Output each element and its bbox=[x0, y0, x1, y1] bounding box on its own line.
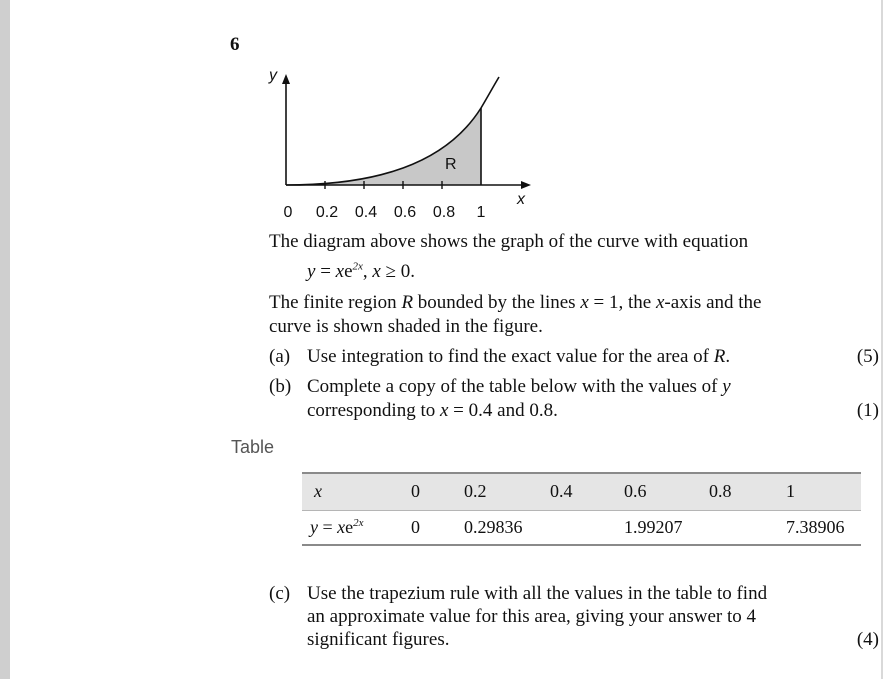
y-axis-label: y bbox=[269, 67, 277, 84]
x-axis-arrow bbox=[521, 181, 531, 189]
part-a-marks: (5) bbox=[856, 346, 879, 367]
table-x-cell: 1 bbox=[786, 481, 795, 501]
part-c-line-2: an approximate value for this area, giving your answer to 4 bbox=[307, 606, 756, 627]
x-tick-label: 0.8 bbox=[432, 204, 456, 221]
x-tick-label: 0 bbox=[283, 204, 293, 221]
y-axis-arrow bbox=[282, 74, 290, 84]
table-x-cell: 0 bbox=[411, 481, 420, 501]
intro-line-1: The diagram above shows the graph of the curve with equation bbox=[269, 231, 749, 252]
table-header-row bbox=[302, 472, 861, 510]
table-x-cell: 0.8 bbox=[709, 481, 732, 501]
table-caption: Table bbox=[231, 437, 275, 457]
table-y-row bbox=[302, 510, 861, 546]
x-tick-label: 0.6 bbox=[393, 204, 417, 221]
part-b-label: (b) bbox=[269, 376, 292, 397]
x-tick-label: 0.4 bbox=[354, 204, 378, 221]
table-y-cell: 0 bbox=[411, 517, 420, 537]
x-tick-label: 1 bbox=[476, 204, 486, 221]
part-c-marks: (4) bbox=[856, 629, 879, 650]
curve-graph bbox=[255, 60, 545, 225]
equation-line: $y = xe^{2x}$, x ≥ 0. bbox=[307, 260, 416, 282]
values-table bbox=[302, 472, 861, 546]
part-a-text: Use integration to find the exact value for the area of R. bbox=[307, 346, 731, 367]
part-a-label: (a) bbox=[269, 346, 291, 367]
region-line-2: curve is shown shaded in the figure. bbox=[269, 316, 543, 337]
table-y-cell: 7.38906 bbox=[786, 517, 845, 537]
table-y-cell: 0.29836 bbox=[464, 517, 523, 537]
x-tick-label: 0.2 bbox=[315, 204, 339, 221]
table-y-cell: 1.99207 bbox=[624, 517, 683, 537]
table-header-x: x bbox=[314, 481, 322, 501]
left-edge-bar bbox=[0, 0, 10, 679]
part-c-line-3: significant figures. bbox=[307, 629, 450, 650]
table-x-cell: 0.6 bbox=[624, 481, 647, 501]
question-number: 6 bbox=[230, 34, 240, 55]
part-b-line-1: Complete a copy of the table below with the values of y bbox=[307, 376, 731, 397]
region-line-1: The finite region R bounded by the lines x = 1, the x-axis and the bbox=[269, 292, 762, 313]
part-b-line-2: corresponding to x = 0.4 and 0.8. bbox=[307, 400, 558, 421]
region-label: R bbox=[445, 156, 457, 173]
x-axis-label: x bbox=[517, 191, 525, 208]
part-c-label: (c) bbox=[269, 583, 291, 604]
part-b-marks: (1) bbox=[856, 400, 879, 421]
table-x-cell: 0.2 bbox=[464, 481, 487, 501]
part-c-line-1: Use the trapezium rule with all the values in the table to find bbox=[307, 583, 768, 604]
table-x-cell: 0.4 bbox=[550, 481, 573, 501]
table-row-label: $y = xe^{2x}$ bbox=[310, 517, 364, 537]
